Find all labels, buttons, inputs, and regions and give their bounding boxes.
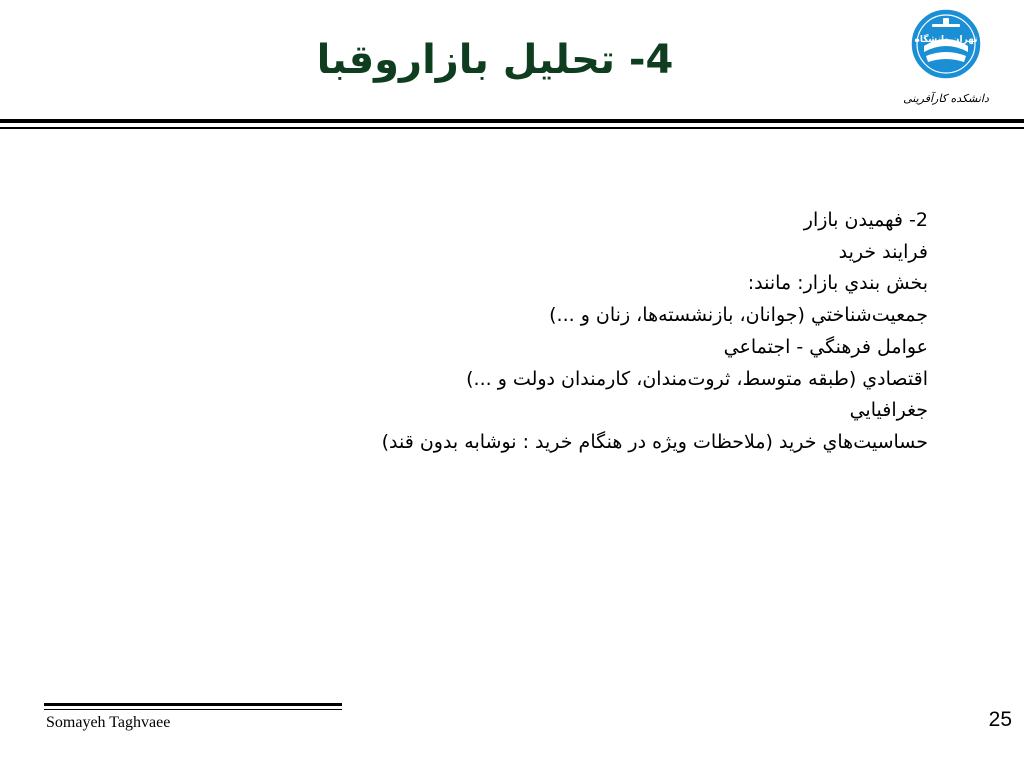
content-item: بخش بندي بازار: مانند: — [747, 272, 928, 295]
header-divider-thin — [0, 127, 1024, 129]
page-number: 25 — [988, 708, 1012, 731]
content-item: حساسيت‌هاي خريد (ملاحظات ويژه در هنگام خريد : نوشابه بدون قند) — [381, 430, 928, 453]
content-list — [150, 205, 928, 459]
header-divider-thick — [0, 119, 1024, 123]
content-item: اقتصادي (طبقه متوسط، ثروت‌مندان، كارمندان دولت و ...) — [466, 367, 928, 390]
footer-author: Somayeh Taghvaee — [46, 714, 171, 731]
content-item: عوامل فرهنگي - اجتماعي — [723, 335, 928, 358]
logo-seal-text: تهران دانشگاه — [914, 35, 978, 45]
footer-divider-thick — [44, 703, 342, 706]
content-item: 2- فهميدن بازار — [803, 209, 928, 231]
university-logo-icon — [902, 6, 990, 118]
slide-title: 4- تحليل بازاروقبا — [316, 37, 674, 83]
logo-caption: دانشکده کارآفرینی — [903, 92, 989, 105]
content-item: فرايند خريد — [838, 240, 928, 263]
content-item: جغرافيايي — [849, 399, 928, 422]
content-item: جمعيت‌شناختي (جوانان، بازنشسته‌ها، زنان و ...) — [549, 304, 928, 327]
footer-divider-thin — [44, 709, 342, 710]
